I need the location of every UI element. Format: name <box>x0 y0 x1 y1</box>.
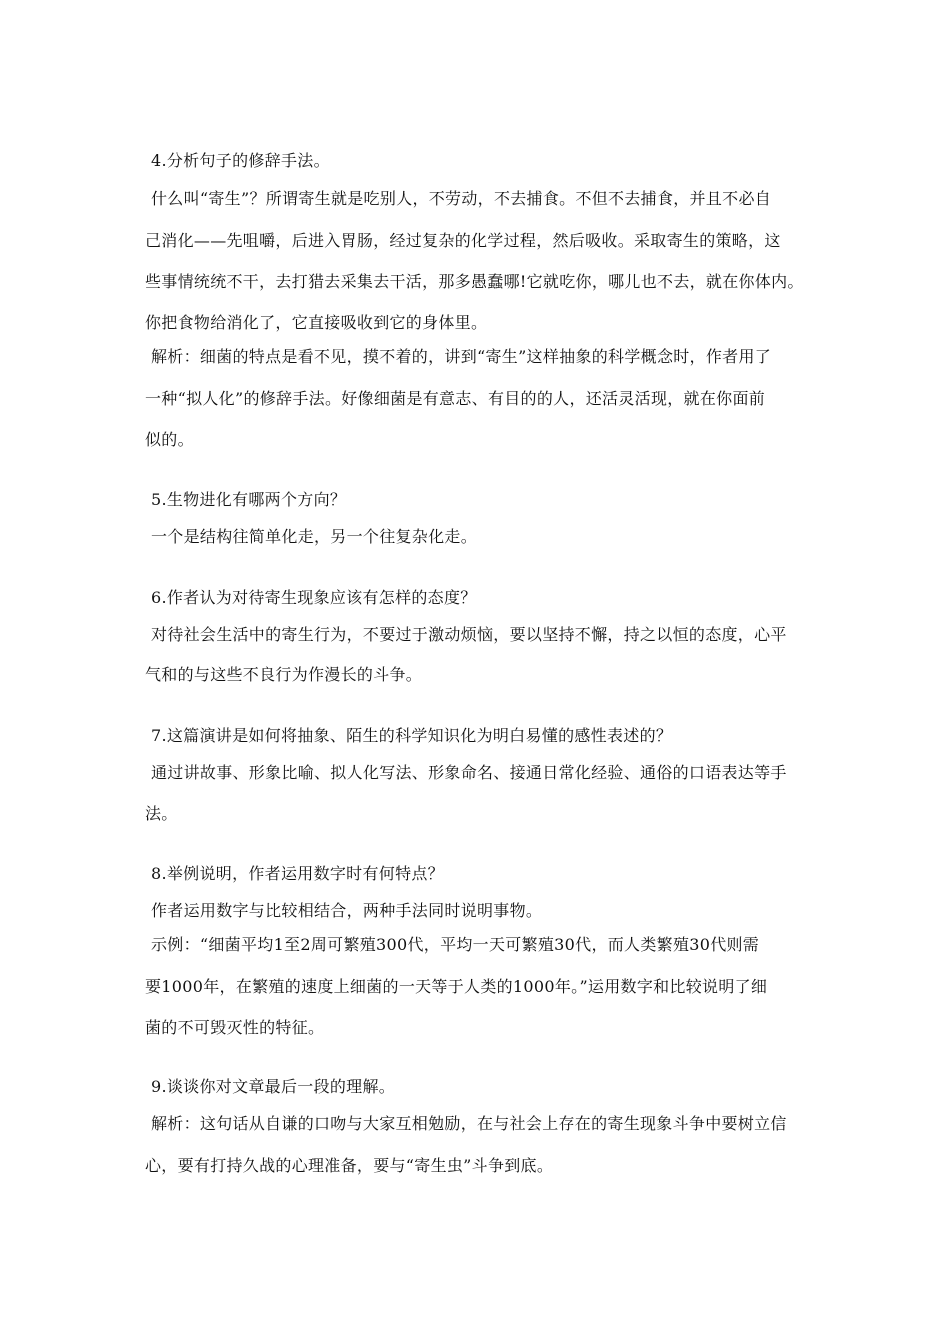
answer-line: 法。 <box>145 804 178 823</box>
question-5: 5.生物进化有哪两个方向？ <box>151 490 347 509</box>
answer-line: 什么叫“寄生”？所谓寄生就是吃别人，不劳动，不去捕食。不但不去捕食，并且不必自 <box>151 189 772 208</box>
question-9: 9.谈谈你对文章最后一段的理解。 <box>151 1077 396 1096</box>
example-line: 要1000年，在繁殖的速度上细菌的一天等于人类的1000年。”运用数字和比较说明了细 <box>145 977 768 996</box>
question-7: 7.这篇演讲是如何将抽象、陌生的科学知识化为明白易懂的感性表述的？ <box>151 726 673 745</box>
analysis-line: 一种“拟人化”的修辞手法。好像细菌是有意志、有目的的人，还活灵活现，就在你面前 <box>145 389 766 408</box>
example-line: 菌的不可毁灭性的特征。 <box>145 1018 325 1037</box>
answer-line: 通过讲故事、形象比喻、拟人化写法、形象命名、接通日常化经验、通俗的口语表达等手 <box>151 763 787 782</box>
analysis-line: 心，要有打持久战的心理准备，要与“寄生虫”斗争到底。 <box>145 1156 554 1175</box>
answer-line: 你把食物给消化了，它直接吸收到它的身体里。 <box>145 313 488 332</box>
question-8: 8.举例说明，作者运用数字时有何特点？ <box>151 864 444 883</box>
answer-line: 作者运用数字与比较相结合，两种手法同时说明事物。 <box>151 901 543 920</box>
answer-line: 己消化——先咀嚼，后进入胃肠，经过复杂的化学过程，然后吸收。采取寄生的策略，这 <box>145 231 781 250</box>
example-line: 示例：“细菌平均1至2周可繁殖300代，平均一天可繁殖30代，而人类繁殖30代则需 <box>151 935 760 954</box>
analysis-line: 解析：细菌的特点是看不见，摸不着的，讲到“寄生”这样抽象的科学概念时，作者用了 <box>151 347 772 366</box>
question-4: 4.分析句子的修辞手法。 <box>151 151 330 170</box>
question-6: 6.作者认为对待寄生现象应该有怎样的态度？ <box>151 588 477 607</box>
answer-line: 对待社会生活中的寄生行为，不要过于激动烦恼，要以坚持不懈，持之以恒的态度，心平 <box>151 625 787 644</box>
analysis-line: 解析：这句话从自谦的口吻与大家互相勉励，在与社会上存在的寄生现象斗争中要树立信 <box>151 1114 787 1133</box>
answer-line: 气和的与这些不良行为作漫长的斗争。 <box>145 665 423 684</box>
answer-line: 些事情统统不干，去打猎去采集去干活，那多愚蠢哪!它就吃你，哪儿也不去，就在你体内。 <box>145 272 804 291</box>
answer-line: 一个是结构往简单化走，另一个往复杂化走。 <box>151 527 478 546</box>
analysis-line: 似的。 <box>145 430 194 449</box>
